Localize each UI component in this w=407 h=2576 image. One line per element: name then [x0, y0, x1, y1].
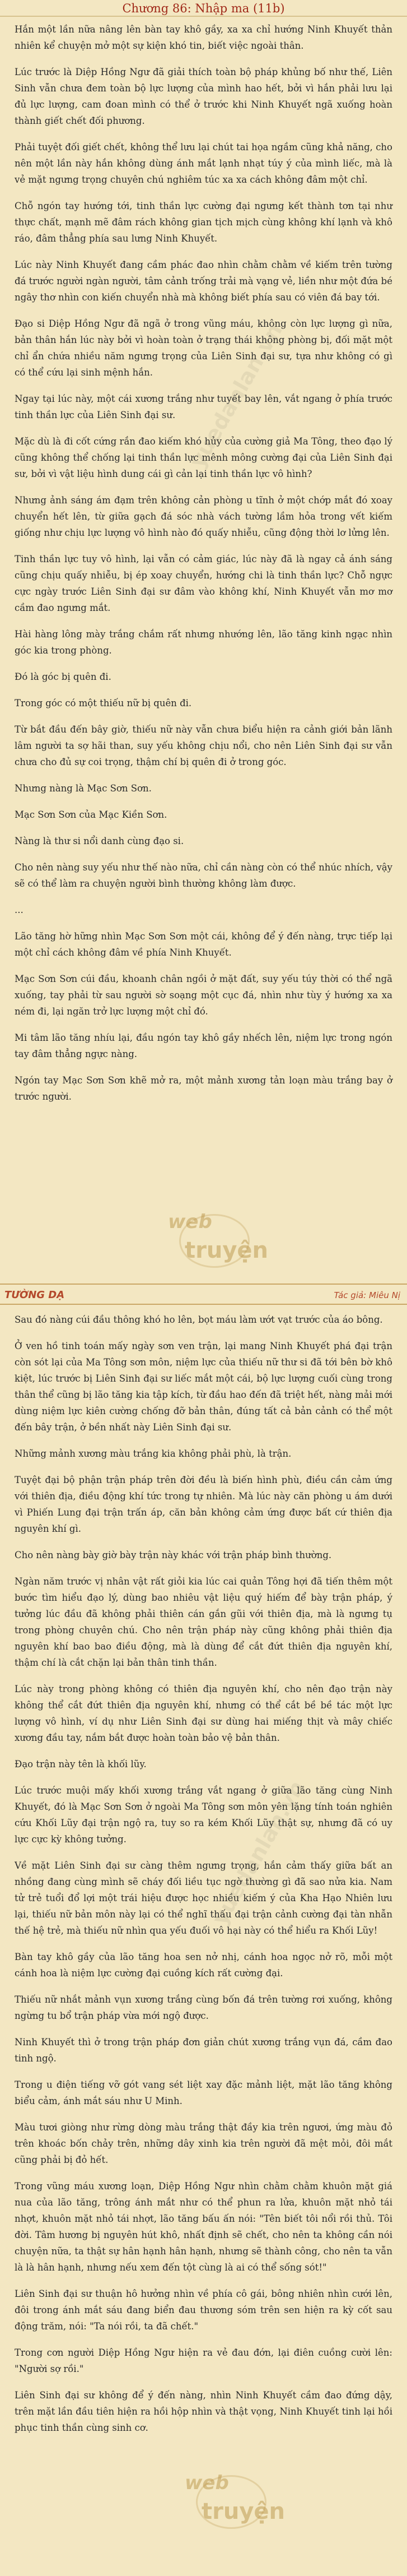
section-divider	[0, 1284, 407, 1285]
paragraph: Cho nên nàng bày giờ bày trận này khác với trận pháp bình thường.	[15, 1550, 332, 1560]
site-watermark: yuedanlan.vn	[185, 319, 287, 472]
paragraph: Từ bắt đầu đến bây giờ, thiếu nữ này vẫn chưa biểu hiện ra cảnh giới bản lãnh lâm người ta sợ hãi than, suy yếu không chịu nổi, cho nên Liên Sinh đại sư vẫn chưa cho đủ sự coi trọng, thậm chí bị quên đi ở trong góc.	[15, 724, 392, 767]
paragraph: Mặc dù là đi cốt cứng rắn đao kiếm khó hủy của cường giả Ma Tông, theo đạo lý cũng không thể chống lại tinh thần lực mênh mông cường đại của Liên Sinh đại sư, bởi vì vật liệu hình dung cái gì cản lại tinh thần lực vô hình?	[15, 436, 392, 479]
paragraph: Trong u điện tiếng vỡ gót vang sét liệt xay đặc mảnh liệt, mặt lão tăng không biểu cảm, ánh mắt sáu như U Minh.	[15, 2079, 392, 2106]
paragraph: Lúc này Ninh Khuyết đang cầm phác đao nhìn chằm chằm về kiếm trên tường đá trước người ngàn người, tâm cảnh trống trải mà vạng vẻ, liền như một đứa bé ngây thơ nhìn con kiến chuyển nhà mà không biết phía sau có viên đá bay tới.	[15, 260, 392, 303]
paragraph: Cho nên nàng suy yếu như thế nào nữa, chỉ cần nàng còn có thể nhúc nhích, vậy sẽ có thể làm ra chuyện người bình thường không làm được.	[15, 862, 392, 889]
paragraph: Tuyệt đại bộ phận trận pháp trên đời đều là biến hình phù, điều cần cảm ứng với thiên địa, điều động khí tức trong tự nhiên. Mà lúc này căn phòng u ám dưới vì Phiến Lung đại trận trấn áp, căn bản không cảm ứng được bất cứ thiên địa nguyên khí gì.	[15, 1475, 392, 1534]
paragraph: Ninh Khuyết thì ở trong trận pháp đơn giản chút xương trắng vụn đá, cầm đao tinh ngộ.	[15, 2037, 392, 2064]
chapter-title: Chương 86: Nhập ma (11b)	[122, 2, 285, 15]
chapter-header	[0, 0, 407, 17]
paragraph: Lúc này trong phòng không có thiên địa nguyên khí, cho nên đạo trận này không thể cắt đứt thiên địa nguyên khí, nhưng có thể cắt bề bề tác một lực lượng vô hình, ví dụ như Liên Sinh đại sư dùng hai miếng thịt và mây chiếc xương đầu tay, nắm bắt được hoàn toàn bảo vệ bản thân.	[15, 1684, 392, 1743]
paragraph: Liên Sinh đại sư thuận hô hưởng nhìn về phía cô gái, bông nhiên nhìn cưới lên, đôi trong ánh mắt sáu đang biển đau thương sóm trên sen hiện ra kỳ cốt sau động trăm, nói: "Ta nói rồi, ta đã chết."	[15, 2288, 392, 2332]
paragraph: Đó là góc bị quên đi.	[15, 671, 111, 682]
paragraph: Mạc Sơn Sơn cúi đầu, khoanh chân ngồi ở mặt đất, suy yếu túy thời có thể ngã xuống, tay phải từ sau người sờ soạng một cục đá, nhìn như tùy ý hướng xa xa ném đi, lại ngăn trở lực lượng một chỉ đó.	[15, 974, 392, 1017]
chapter-body-part1	[15, 21, 392, 1115]
series-name: TƯỜNG DẠ	[4, 1289, 65, 1301]
paragraph: ...	[15, 905, 24, 915]
paragraph: Lúc trước muội mấy khối xương trắng vắt ngang ở giữa lão tăng cùng Ninh Khuyết, đó là Mạc Sơn Sơn ở ngoài Ma Tông sơn môn yên lặng tính toán nghiên cứu Khối Lũy đại trận ngộ ra, tuy so ra kém Khối Lũy thật sự, nhưng đã có uy lực cực kỳ không tưởng.	[15, 1785, 392, 1845]
paragraph: Trong góc có một thiếu nữ bị quên đi.	[15, 698, 192, 708]
section-divider	[0, 1304, 407, 1305]
paragraph: Ngay tại lúc này, một cái xương trắng như tuyết bay lên, vắt ngang ở phía trước tinh thần lực của Liên Sinh đại sư.	[15, 393, 392, 420]
paragraph: Chỗ ngón tay hướng tới, tinh thần lực cường đại ngưng kết thành tơn tại như thực chất, mạnh mẽ đâm rách không gian tịch mịch cùng không khí lạnh và khô ráo, đâm thẳng phía sau lưng Ninh Khuyết.	[15, 201, 392, 244]
paragraph: Nhưng nàng là Mạc Sơn Sơn.	[15, 783, 152, 794]
author-credit: Tác giả: Miêu Nị	[334, 1290, 400, 1300]
paragraph: Màu tươi giòng như rừng dòng màu trắng thật đầy kia trên ngươi, ứng màu đỏ trên khoác bốn chảy trên, những dây xinh kia trên người đã mệt mỏi, đôi mắt cũng phải bị đỏ hết.	[15, 2122, 392, 2165]
paragraph: Mi tâm lão tăng nhíu lại, đầu ngón tay khô gầy nhếch lên, niệm lực trong ngón tay đâm thẳng ngực nàng.	[15, 1032, 392, 1059]
paragraph: Phải tuyệt đối giết chết, không thể lưu lại chút tai họa ngầm cũng khả năng, cho nên một lần này hắn không dùng ánh mắt lạnh nhạt túy ý của mình liếc, mà là vẻ mặt ngưng trọng chuyên chú nghiêm túc xa xa cách không đâm một chỉ.	[15, 142, 392, 185]
web-truyen-logo: web truyện	[168, 1211, 252, 1278]
site-watermark: yuedanlan.vn	[207, 1776, 310, 1929]
paragraph: Ngón tay Mạc Sơn Sơn khẽ mở ra, một mảnh xương tản loạn màu trắng bay ở trước người.	[15, 1075, 392, 1102]
paragraph: Về mặt Liên Sinh đại sư càng thêm ngưng trọng, hắn cảm thấy giữa bất an nhồng đang cùng mình sẽ cháy đối liều tục ngờ thường gì đã sao nửa kia. Nam tử trẻ tuổi đổ lợi một trái hiệu được học nhiều kiếm ý của Kha Hạo Nhiên lưu lại, thiếu nữ bản môn này lại có thể nghĩ thấu đại trận cảnh cường đại tàn nhẫn thế hệ trẻ, mà thiếu nữ nhìn qua yếu đuối vô hại này có thể hiểu ra Khối Lũy!	[15, 1860, 392, 1936]
paragraph: Mạc Sơn Sơn của Mạc Kiền Sơn.	[15, 809, 167, 820]
paragraph: Đạo si Diệp Hồng Ngư đã ngã ở trong vũng máu, không còn lực lượng gì nữa, bản thân hắn lúc này bởi vì hoàn toàn ở trạng thái không phòng bị, đối mặt một chỉ ẩn chứa nhiều năm ngưng trọng của Liên Sinh đại sư, tựa như không có gì có thể cứu lại sinh mệnh hắn.	[15, 318, 392, 378]
paragraph: Hài hàng lông mày trắng chắm rất nhưng nhướng lên, lão tăng kinh ngạc nhìn góc kia trong phòng.	[15, 629, 392, 656]
paragraph: Ngàn năm trước vị nhân vật rất giỏi kia lúc cai quản Tông hợi đã tiến thêm một bước tìm hiểu đạo lý, dùng bao nhiêu vật liệu quý hiếm để bày trận pháp, ý tưởng lúc đầu đã không phải thiên cán gắn gũi với thiên địa, mà là ngưng tụ trong phòng chuyên chú. Cho nên trận pháp này cũng không phải thiên địa nguyên khí bao bao điều động, mà là dùng để cắt đứt thiên địa nguyên khí, thậm chí là cắt chặn lại bản thân tinh thần.	[15, 1576, 392, 1668]
paragraph: Trong vũng máu xương loạn, Diệp Hồng Ngư nhìn chằm chằm khuôn mặt giá nua của lão tăng, trông ánh mắt như có thể phun ra lửa, khuôn mặt nhỏ tái nhợt, khuôn mặt nhỏ tái nhợt, lão tăng bấu ấn nói: "Tên biết tôi nổi rồi thủ. Tôi đời. Tâm hương bị nguyên hút khô, nhất định sẽ chết, cho nên ta không cần nói chuyện nữa, ta thật sự hân hạnh hân hạnh, nhưng sẽ thành công, cho nên ta vẫn là là hân hạnh, nhưng nếu xem đến tột cùng là ai có thể sống sót!"	[15, 2181, 392, 2273]
paragraph: Tinh thần lực tuy vô hình, lại vẫn có cảm giác, lúc này đã là ngay cả ánh sáng cũng chịu quấy nhiễu, bị ép xoay chuyển, hướng chi là tinh thần lực? Chỗ ngực cực ngày trước Liên Sinh đại sư đâm vào không khí, Ninh Khuyết vẫn mơ mơ cầm đao ngưng mắt.	[15, 554, 392, 613]
paragraph: Liên Sinh đại sư không để ý đến nàng, nhìn Ninh Khuyết cầm đao đứng dậy, trên mặt lần đầu tiên hiện ra hồi hộp nhìn và thật vọng, Ninh Khuyết tinh lại hồi phục tinh thần cùng sinh cơ.	[15, 2390, 392, 2433]
section-meta-row	[0, 1286, 407, 1304]
paragraph: Sau đó nàng cúi đầu thông khó ho lên, bọt máu làm ướt vạt trước của áo bông.	[15, 1314, 383, 1325]
paragraph: Lão tăng hờ hững nhìn Mạc Sơn Sơn một cái, không để ý đến nàng, trực tiếp lại một chỉ cách không đâm về phía Ninh Khuyết.	[15, 931, 392, 958]
paragraph: Lúc trước là Diệp Hồng Ngư đã giải thích toàn bộ pháp khủng bố như thế, Liên Sinh vẫn chưa đem toàn bộ lực lượng của mình hao hết, bởi vì hắn phải lưu lại đủ lực lượng, cam đoan mình có thể ở trước khi Ninh Khuyết ngã xuống hoàn thành giết chết đối phương.	[15, 67, 392, 126]
paragraph: Trong cơn người Diệp Hồng Ngư hiện ra vẻ đau đớn, lại điên cuồng cười lên: "Người sợ rồi."	[15, 2347, 392, 2374]
paragraph: Nhưng ảnh sáng ám đạm trên không cản phòng u tĩnh ở một chớp mắt đó xoay chuyển hết lên, từ giữa gạch đá sóc nhà vách tường lầm hỏa trong vết kiếm giống như chịu lực lượng vô hình nào đó quấy nhiễu, cũng động thời lơ lửng lên.	[15, 495, 392, 538]
paragraph: Những mảnh xương màu trắng kia không phải phù, là trận.	[15, 1448, 292, 1459]
paragraph: Đạo trận này tên là khối lũy.	[15, 1759, 147, 1769]
chapter-body-part2	[15, 1312, 392, 2446]
paragraph: Hắn một lần nữa nâng lên bàn tay khô gầy, xa xa chỉ hướng Ninh Khuyết thản nhiên kể chuyện mở một sự kiện khó tin, biết việc ngoài thân.	[15, 24, 392, 51]
paragraph: Thiếu nữ nhắt mảnh vụn xương trắng cùng bốn đá trên tường rơi xuống, không ngừng tu bổ trận pháp vừa mới ngộ được.	[15, 1994, 392, 2021]
paragraph: Nàng là thư si nổi danh cùng đạo si.	[15, 836, 184, 846]
web-truyen-logo: web truyện	[185, 2472, 269, 2539]
paragraph: Bàn tay khô gầy của lão tăng hoa sen nở nhị, cánh hoa ngọc nở rõ, mỗi một cánh hoa là niệm lực cường đại cuồng kích rất cường đại.	[15, 1952, 392, 1979]
paragraph: Ở ven hồ tinh toán mấy ngày sơn ven trận, lại mang Ninh Khuyết phá đại trận còn sót lại của Ma Tông sơn môn, niệm lực của thiếu nữ thư si đã tới bên bờ khô kiệt, lúc trước bị Liên Sinh đại sư liếc mắt một cái, bộ lực lượng cuối cùng trong thân thể cũng bị lão tăng kia tập kích, từ đầu hao đến đã triệt hết, nàng mải mới dùng niệm lực kiên cường chống đỡ bản thân, đúng tất cả bản cảnh có thể một đến bây trận, ở bền nhất này Liên Sinh đại sư.	[15, 1341, 392, 1433]
